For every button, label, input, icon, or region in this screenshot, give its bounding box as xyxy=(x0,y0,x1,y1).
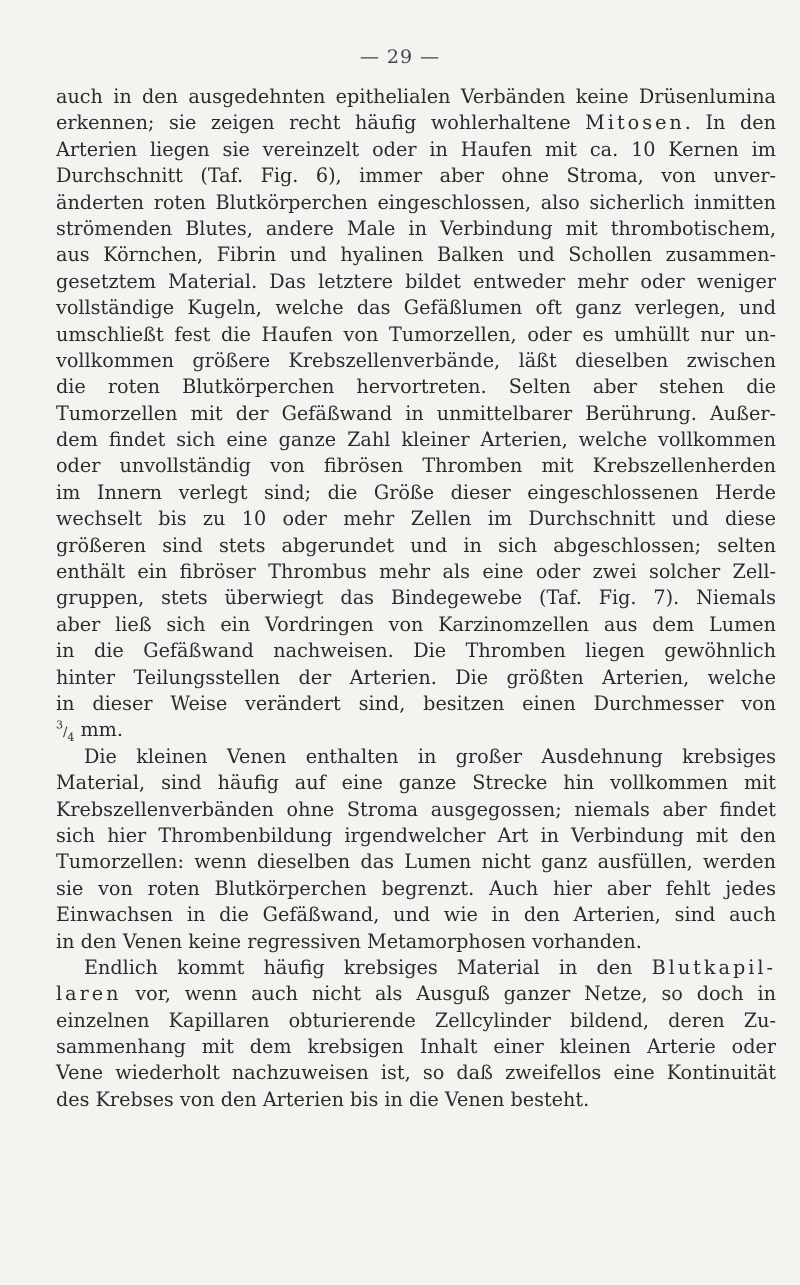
line-text: Durchschnitt (Taf. Fig. 6), immer aber ohne Stroma, von unver- xyxy=(56,164,776,188)
line-text: gesetztem Material. Das letztere bildet entweder mehr oder weniger xyxy=(56,269,776,293)
text-line xyxy=(56,612,776,638)
line-text: Endlich kommt häufig krebsiges Material in den xyxy=(84,955,652,979)
line-text: in dieser Weise verändert sind, besitzen einen Durchmesser von xyxy=(56,691,776,715)
line-text: änderten roten Blutkörperchen eingeschlossen, also sicherlich inmitten xyxy=(56,190,776,214)
line-text: des Krebses von den Arterien bis in die Venen besteht. xyxy=(56,1087,590,1111)
fraction-numerator: 3 xyxy=(56,718,63,732)
text-line xyxy=(56,84,776,110)
text-line xyxy=(56,374,776,400)
line-text: sich hier Thrombenbildung irgendwelcher Art in Verbindung mit den xyxy=(56,823,776,847)
line-text: Einwachsen in die Gefäßwand, und wie in den Arterien, sind auch xyxy=(56,903,776,927)
line-text: gruppen, stets überwiegt das Bindegewebe (Taf. Fig. 7). Niemals xyxy=(56,586,776,610)
line-text: Arterien liegen sie vereinzelt oder in Haufen mit ca. 10 Kernen im xyxy=(56,137,776,161)
line-text: enthält ein fibröser Thrombus mehr als eine oder zwei solcher Zell- xyxy=(56,560,776,584)
line-text: die roten Blutkörperchen hervortreten. Selten aber stehen die xyxy=(56,375,776,399)
text-line-fraction xyxy=(56,717,776,743)
page-number: — 29 — xyxy=(359,46,441,68)
line-text: vollständige Kugeln, welche das Gefäßlumen oft ganz verlegen, und xyxy=(56,296,776,320)
text-line xyxy=(56,823,776,849)
text-line xyxy=(56,295,776,321)
text-line xyxy=(56,1008,776,1034)
text-line xyxy=(56,638,776,664)
text-line xyxy=(56,902,776,928)
line-text: umschließt fest die Haufen von Tumorzellen, oder es umhüllt nur un- xyxy=(56,322,776,346)
text-line xyxy=(56,427,776,453)
text-line xyxy=(56,797,776,823)
text-line xyxy=(56,1087,776,1113)
text-line xyxy=(56,506,776,532)
line-text: strömenden Blutes, andere Male in Verbindung mit thrombotischem, xyxy=(56,216,776,240)
line-text: größeren sind stets abgerundet und in sich abgeschlossen; selten xyxy=(56,533,776,557)
line-text: Material, sind häufig auf eine ganze Strecke hin vollkommen mit xyxy=(56,771,776,795)
line-text: hinter Teilungsstellen der Arterien. Die größten Arterien, welche xyxy=(56,665,776,689)
line-text: erkennen; sie zeigen recht häufig wohlerhaltene xyxy=(56,111,586,135)
line-text: vollkommen größere Krebszellenverbände, läßt dieselben zwischen xyxy=(56,348,776,372)
text-line xyxy=(56,1060,776,1086)
line-text: Vene wiederholt nachzuweisen ist, so daß zweifellos eine Kontinuität xyxy=(56,1061,776,1085)
line-text: Tumorzellen: wenn dieselben das Lumen nicht ganz ausfüllen, werden xyxy=(56,850,776,874)
line-text: oder unvollständig von fibrösen Thromben mit Krebszellenherden xyxy=(56,454,776,478)
fraction-denominator: 4 xyxy=(67,731,75,745)
text-line xyxy=(56,322,776,348)
text-line xyxy=(56,981,776,1007)
text-line xyxy=(56,929,776,955)
text-line xyxy=(56,269,776,295)
text-line xyxy=(56,876,776,902)
text-line xyxy=(56,1034,776,1060)
line-text: vor, wenn auch nicht als Ausguß ganzer Netze, so doch in xyxy=(121,982,776,1006)
text-line xyxy=(56,955,776,981)
text-line xyxy=(56,348,776,374)
line-text: Tumorzellen mit der Gefäßwand in unmittelbarer Berührung. Außer- xyxy=(56,401,776,425)
line-text: aus Körnchen, Fibrin und hyalinen Balken und Schollen zusammen- xyxy=(56,243,776,267)
text-line xyxy=(56,453,776,479)
text-line xyxy=(56,242,776,268)
line-text: wechselt bis zu 10 oder mehr Zellen im Durchschnitt und diese xyxy=(56,507,776,531)
line-text: sie von roten Blutkörperchen begrenzt. Auch hier aber fehlt jedes xyxy=(56,876,776,900)
text-line xyxy=(56,744,776,770)
text-line xyxy=(56,480,776,506)
emphasized-text: laren xyxy=(56,982,122,1006)
fraction-unit: mm. xyxy=(74,718,123,742)
text-line xyxy=(56,559,776,585)
text-line xyxy=(56,401,776,427)
line-text: Die kleinen Venen enthalten in großer Ausdehnung krebsiges xyxy=(84,744,776,768)
line-text: dem findet sich eine ganze Zahl kleiner Arterien, welche vollkommen xyxy=(56,428,776,452)
line-text: in den Venen keine regressiven Metamorphosen vorhanden. xyxy=(56,929,642,953)
text-line xyxy=(56,137,776,163)
text-line xyxy=(56,533,776,559)
emphasized-text: Blutkapil- xyxy=(651,955,776,979)
line-text: im Innern verlegt sind; die Größe dieser eingeschlossenen Herde xyxy=(56,480,776,504)
emphasized-text: Mitosen xyxy=(585,111,685,135)
text-line xyxy=(56,585,776,611)
text-line xyxy=(56,190,776,216)
text-line xyxy=(56,665,776,691)
line-text: aber ließ sich ein Vordringen von Karzinomzellen aus dem Lumen xyxy=(56,612,776,636)
line-text: einzelnen Kapillaren obturierende Zellcylinder bildend, deren Zu- xyxy=(56,1008,776,1032)
line-text: sammenhang mit dem krebsigen Inhalt einer kleinen Arterie oder xyxy=(56,1035,776,1059)
body-text xyxy=(56,84,776,1113)
line-text: auch in den ausgedehnten epithelialen Verbänden keine Drüsenlumina xyxy=(56,85,776,108)
line-text: in die Gefäßwand nachweisen. Die Thromben liegen gewöhnlich xyxy=(56,639,776,663)
text-line xyxy=(56,849,776,875)
line-text: . In den xyxy=(684,111,776,135)
text-line xyxy=(56,770,776,796)
text-line xyxy=(56,216,776,242)
text-line xyxy=(56,110,776,136)
text-line xyxy=(56,691,776,717)
line-text: Krebszellenverbänden ohne Stroma ausgegossen; niemals aber findet xyxy=(56,797,776,821)
text-line xyxy=(56,163,776,189)
fraction-slash: / xyxy=(63,725,68,741)
